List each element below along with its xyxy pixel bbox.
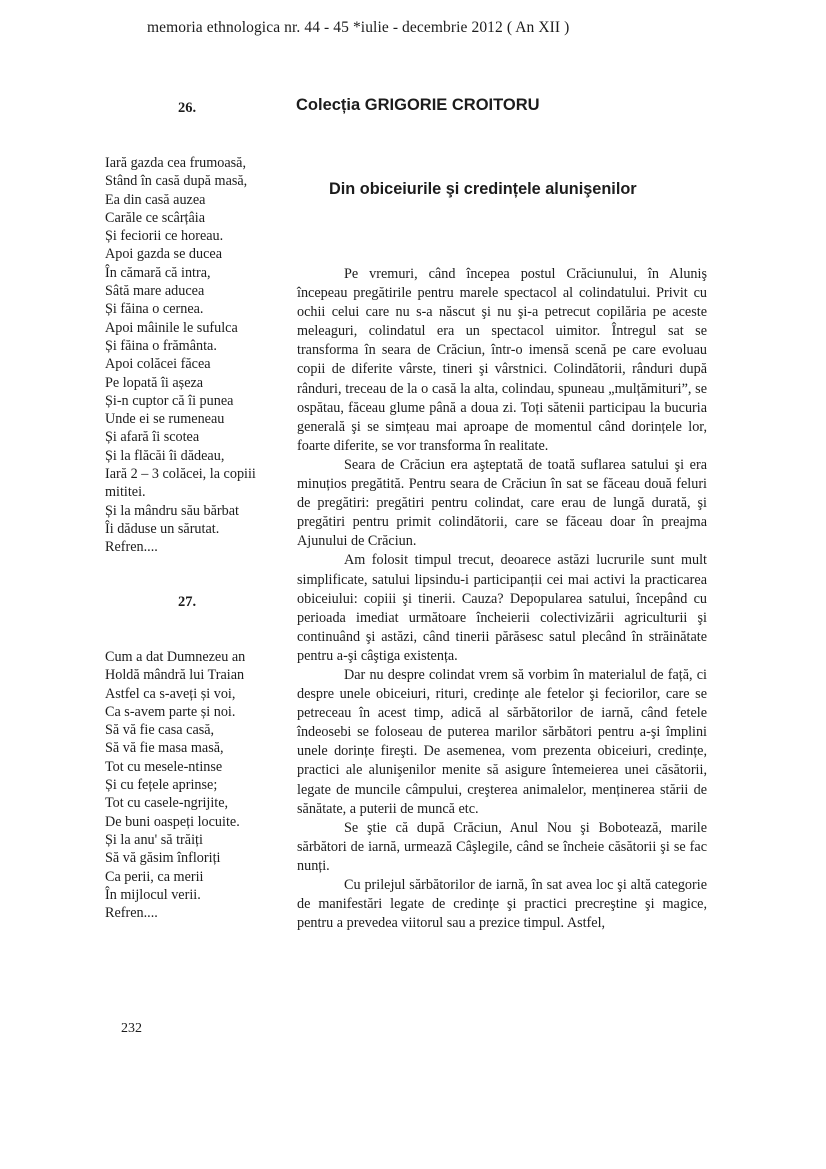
poem-line: Și la mândru său bărbat [105, 502, 239, 519]
poem-line: Carăle ce scârțâia [105, 209, 206, 226]
article-paragraph: Seara de Crăciun era aşteptată de toată suflarea satului şi era minuțios pregătită. Pentru seara de Crăciun în sat se făceau două feluri de pregătiri: pregătiri pentru colindat, care erau de lungă durată, şi pregătiri pentru primit colindătorii, care se făceau doar în preajma Ajunului de Crăciun. [297, 456, 707, 550]
collection-title: Colecția GRIGORIE CROITORU [296, 96, 540, 114]
article-body [297, 265, 707, 933]
poem-line: Și la flăcăi îi dădeau, [105, 447, 225, 464]
poem-line: Tot cu mesele-ntinse [105, 758, 223, 775]
poem-line: Refren.... [105, 539, 158, 556]
poem-line: Ea din casă auzea [105, 191, 206, 208]
poem-line: Și făina o cernea. [105, 301, 204, 318]
poem-line: Și afară îi scotea [105, 429, 200, 446]
poem-line: Și feciorii ce horeau. [105, 228, 224, 245]
poem-line: Să vă fie casa casă, [105, 722, 215, 739]
poem-line: Cum a dat Dumnezeu an [105, 649, 246, 665]
poem-26-number: 26. [178, 100, 197, 116]
poem-line: mititei. [105, 484, 146, 501]
article-paragraph: Dar nu despre colindat vrem să vorbim în materialul de față, ci despre unele obiceiuri, rituri, credințe ale fetelor şi feciorilor, care se petreceau în acest timp, adică al sărbătorilor de iarnă, când fetele îndeosebi se foloseau de puterea marilor sărbători pentru a-şi împlini unele dorințe fireşti. De asemenea, vom prezenta obiceiuri, credințe, practici ale alunişenilor menite să asigure întemeierea unei căsătorii, legate de muncile câmpului, creşterea animalelor, menținerea stării de sănătate, a puterii de muncă etc. [297, 666, 707, 817]
poem-line: Refren.... [105, 905, 158, 922]
poem-line: Iară 2 – 3 colăcei, la copiii [105, 466, 256, 483]
article-title: Din obiceiurile şi credințele alunişenilor [329, 180, 637, 198]
poem-line: De buni oaspeți locuite. [105, 813, 240, 830]
poem-line: Ca s-avem parte și noi. [105, 703, 236, 720]
poem-line: Îi dăduse un sărutat. [105, 520, 220, 537]
poem-line: Iară gazda cea frumoasă, [105, 155, 246, 171]
poem-line: În mijlocul verii. [105, 886, 201, 903]
article-paragraph: Se ştie că după Crăciun, Anul Nou şi Bobotează, marile sărbători de iarnă, urmează Câşlegile, când se încheie căsătorii şi se fac nunți. [297, 819, 707, 874]
poem-line: Apoi gazda se ducea [105, 246, 222, 263]
poem-line: Tot cu casele-ngrijite, [105, 795, 229, 812]
page-number: 232 [121, 1021, 142, 1036]
article-paragraph: Pe vremuri, când începea postul Crăciunului, în Aluniş începeau pregătirile pentru marele spectacol al colindatului. Privit cu ochii celui care nu s-a născut şi nu şi-a petrecut copilăria pe aceste meleaguri, colindatul era un spectacol uimitor. Întregul sat se transforma în seara de Crăciun, într-o imensă scenă pe care evoluau copii de diferite vârste, tineri şi vârstnici. Colindătorii, rânduri după rânduri, treceau de la o casă la alta, colindau, spuneau „mulțămituri”, se ospătau, făceau glume până a doua zi. Toți sătenii participau la bucuria generală şi se simțeau mai aproape de momentul când dorințele lor, foarte diferite, se vor transforma în realitate. [297, 266, 707, 454]
poem-line: Holdă mândră lui Traian [105, 667, 245, 684]
poem-line: Să vă găsim înfloriți [105, 850, 221, 867]
poem-line: Apoi mâinile le sufulca [105, 319, 238, 336]
poem-line: Și-n cuptor că îi punea [105, 392, 234, 409]
poem-line: Și făina o frământa. [105, 337, 217, 354]
running-header: memoria ethnologica nr. 44 - 45 *iulie - decembrie 2012 ( An XII ) [147, 19, 570, 36]
poem-line: Ca perii, ca merii [105, 868, 204, 885]
poem-line: Unde ei se rumeneau [105, 411, 225, 428]
poem-26 [105, 154, 290, 557]
poem-line: Să vă fie masa masă, [105, 740, 224, 757]
poem-line: În cămară că intra, [105, 264, 211, 281]
article-paragraph: Cu prilejul sărbătorilor de iarnă, în sat avea loc şi altă categorie de manifestări legate de credințe şi practici precreştine şi magice, pentru a prevedea viitorul sau a prezice timpul. Astfel, [297, 877, 707, 932]
poem-line: Și cu fețele aprinse; [105, 777, 218, 794]
poem-line: Și la anu' să trăiți [105, 831, 203, 848]
poem-line: Apoi colăcei făcea [105, 356, 211, 373]
poem-27-number: 27. [178, 594, 197, 610]
poem-27 [105, 648, 290, 922]
poem-line: Stând în casă după masă, [105, 173, 248, 190]
article-paragraph: Am folosit timpul trecut, deoarece astăzi lucrurile sunt mult simplificate, satului lipsindu-i participanții cei mai activi la practicarea obiceiului: copiii şi tinerii. Cauza? Depopularea satului, începând cu perioada imediat următoare încheierii colectivizării agriculturii şi continuând şi astăzi, când tinerii părăsesc satul plecând în străinătate pentru a-şi câştiga existența. [297, 552, 707, 664]
poem-line: Astfel ca s-aveți și voi, [105, 685, 236, 702]
poem-line: Pe lopată îi așeza [105, 374, 204, 391]
poem-line: Sâtă mare aducea [105, 283, 205, 300]
